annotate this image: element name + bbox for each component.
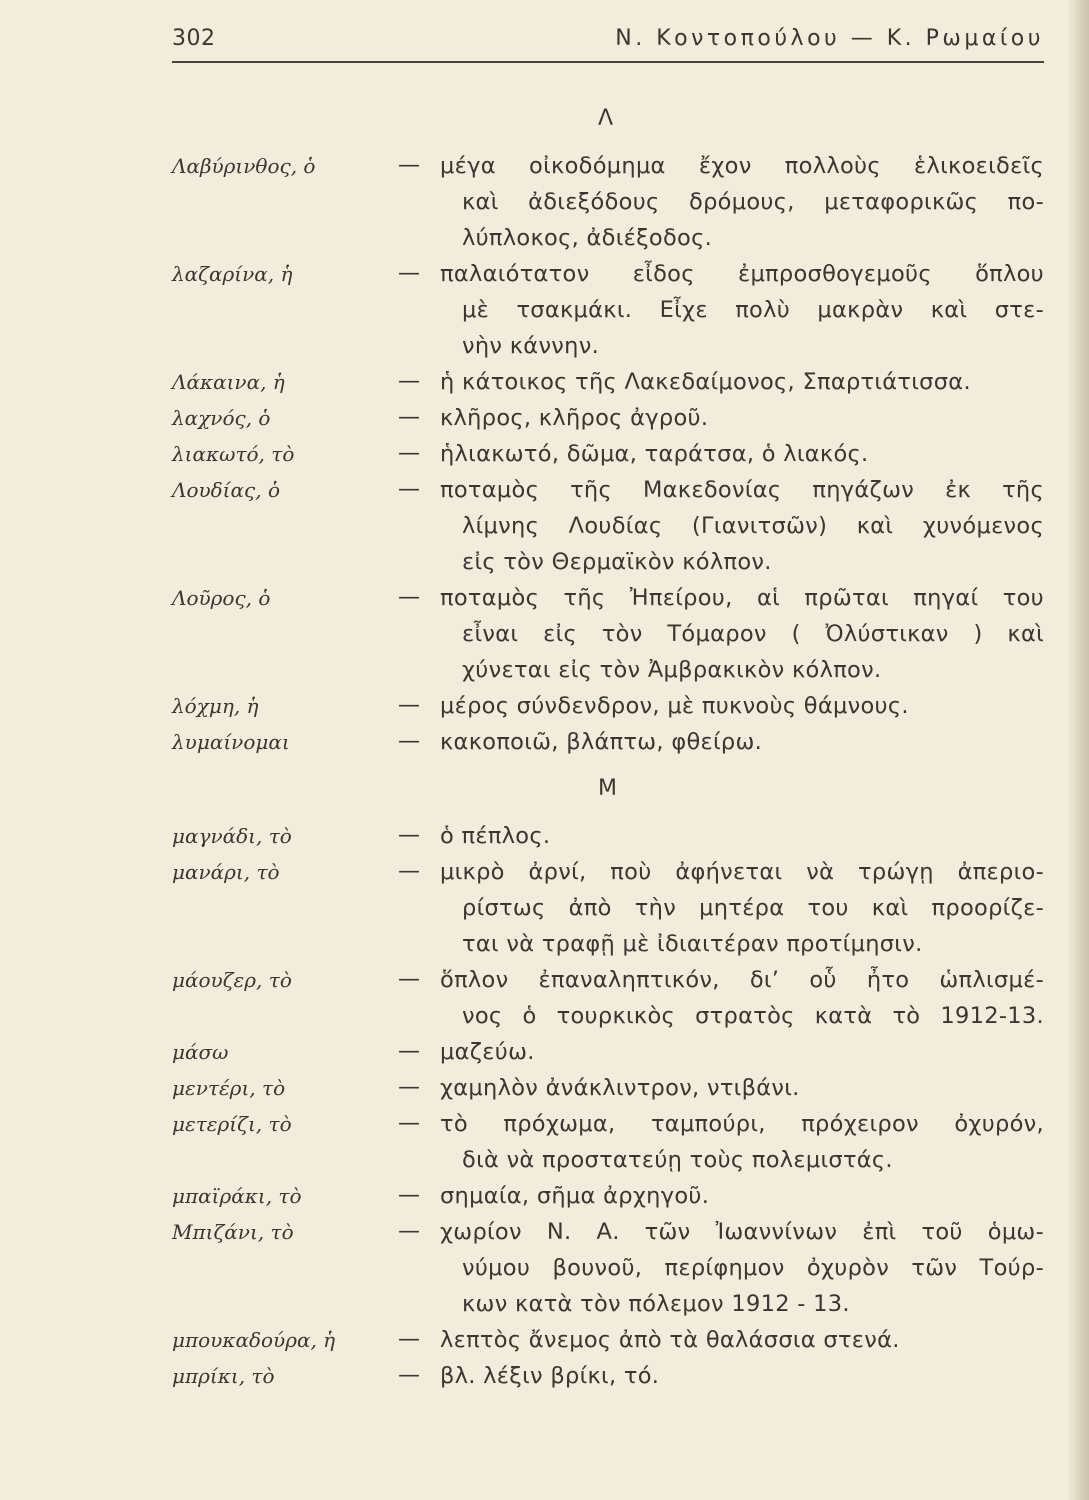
entry-dash: — [398, 369, 420, 394]
entry-definition-line: μὲ τσακμάκι. Εἶχε πολὺ μακρὰν καὶ στε- [462, 297, 1044, 323]
entry-definition-line: χωρίον Ν. Α. τῶν Ἰωαννίνων ἐπὶ τοῦ ὁμω- [440, 1219, 1044, 1245]
entry-definition-line: νύμου βουνοῦ, περίφημον ὀχυρὸν τῶν Τούρ- [462, 1255, 1044, 1281]
entry-definition-line: ρίστως ἀπὸ τὴν μητέρα του καὶ προορίζε- [462, 895, 1044, 921]
entry-definition-line: κων κατὰ τὸν πόλεμον 1912 - 13. [462, 1291, 850, 1317]
entry-definition-line: μέρος σύνδενδρον, μὲ πυκνοὺς θάμνους. [440, 693, 909, 719]
entry-term: Μπιζάνι, τὸ [172, 1220, 294, 1244]
entry-dash: — [398, 1183, 420, 1208]
entry-term: μαγνάδι, τὸ [172, 824, 292, 848]
entry-term: Λουδίας, ὁ [172, 478, 280, 502]
entry-term: λυμαίνομαι [172, 730, 290, 754]
entry-definition-line: μικρὸ ἀρνί, ποὺ ἀφήνεται νὰ τρώγῃ ἀπεριο- [440, 859, 1044, 885]
entry-term: Λοῦρος, ὁ [172, 586, 271, 610]
entry-definition-line: λίμνης Λουδίας (Γιανιτσῶν) καὶ χυνόμενος [462, 513, 1044, 539]
entry-dash: — [398, 1363, 420, 1388]
page-edge-shadow [1067, 0, 1089, 1500]
entry-dash: — [398, 823, 420, 848]
entry-term: Λαβύρινθος, ὁ [172, 154, 316, 178]
entry-term: μάουζερ, τὸ [172, 968, 292, 992]
entry-definition-line: ποταμὸς τῆς Μακεδονίας πηγάζων ἐκ τῆς [440, 477, 1044, 503]
entry-definition-line: εἶναι εἰς τὸν Τόμαρον ( Ὀλύστικαν ) καὶ [462, 621, 1044, 647]
entry-definition-line: χαμηλὸν ἀνάκλιντρον, ντιβάνι. [440, 1075, 800, 1101]
entry-definition-line: ἡ κάτοικος τῆς Λακεδαίμονος, Σπαρτιάτισσα. [440, 369, 971, 395]
section-letter: Μ [598, 776, 617, 801]
entry-dash: — [398, 261, 420, 286]
entry-dash: — [398, 1075, 420, 1100]
entry-definition-line: παλαιότατον εἶδος ἐμπροσθογεμοῦς ὅπλου [440, 261, 1044, 287]
page-number: 302 [172, 26, 216, 51]
page-header [172, 26, 1044, 58]
entry-dash: — [398, 1219, 420, 1244]
entry-definition-line: τὸ πρόχωμα, ταμπούρι, πρόχειρον ὀχυρόν, [440, 1111, 1044, 1137]
entry-dash: — [398, 859, 420, 884]
entry-term: μεντέρι, τὸ [172, 1076, 286, 1100]
entry-definition-line: λύπλοκος, ἀδιέξοδος. [462, 225, 713, 251]
entry-term: μετερίζι, τὸ [172, 1112, 292, 1136]
entry-dash: — [398, 729, 420, 754]
entry-dash: — [398, 405, 420, 430]
entry-definition-line: ἡλιακωτό, δῶμα, ταράτσα, ὁ λιακός. [440, 441, 869, 467]
entry-definition-line: ὅπλον ἐπαναληπτικόν, δι’ οὗ ἦτο ὡπλισμέ- [440, 967, 1044, 993]
entry-definition-line: νὴν κάννην. [462, 333, 600, 359]
entry-definition-line: βλ. λέξιν βρίκι, τό. [440, 1363, 660, 1389]
entry-term: λιακωτό, τὸ [172, 442, 295, 466]
entry-definition-line: μέγα οἰκοδόμημα ἔχον πολλοὺς ἑλικοειδεῖς [440, 153, 1044, 179]
entry-term: λαχνός, ὁ [172, 406, 271, 430]
entry-definition-line: νος ὁ τουρκικὸς στρατὸς κατὰ τὸ 1912-13. [462, 1003, 1044, 1029]
entry-dash: — [398, 693, 420, 718]
entry-dash: — [398, 585, 420, 610]
entry-dash: — [398, 477, 420, 502]
entry-definition-line: σημαία, σῆμα ἀρχηγοῦ. [440, 1183, 710, 1209]
entry-dash: — [398, 153, 420, 178]
entry-term: μπουκαδούρα, ἡ [172, 1328, 336, 1352]
entry-dash: — [398, 1327, 420, 1352]
entry-dash: — [398, 1039, 420, 1064]
section-letter: Λ [598, 106, 614, 131]
entry-definition-line: κακοποιῶ, βλάπτω, φθείρω. [440, 729, 763, 755]
entry-definition-line: χύνεται εἰς τὸν Ἀμβρακικὸν κόλπον. [462, 657, 882, 683]
entry-dash: — [398, 1111, 420, 1136]
running-title: Ν. Κοντοπούλου — Κ. Ρωμαίου [615, 26, 1044, 51]
entry-term: μπρίκι, τὸ [172, 1364, 275, 1388]
entry-term: Λάκαινα, ἡ [172, 370, 285, 394]
entry-dash: — [398, 967, 420, 992]
entry-definition-line: μαζεύω. [440, 1039, 535, 1065]
entry-definition-line: καὶ ἀδιεξόδους δρόμους, μεταφορικῶς πο- [462, 189, 1044, 215]
entry-term: μπαϊράκι, τὸ [172, 1184, 302, 1208]
entry-definition-line: ται νὰ τραφῇ μὲ ἰδιαιτέραν προτίμησιν. [462, 931, 923, 957]
entry-dash: — [398, 441, 420, 466]
entry-definition-line: κλῆρος, κλῆρος ἀγροῦ. [440, 405, 709, 431]
entry-term: λόχμη, ἡ [172, 694, 259, 718]
entry-term: λαζαρίνα, ἡ [172, 262, 293, 286]
entry-definition-line: εἰς τὸν Θερμαϊκὸν κόλπον. [462, 549, 772, 575]
header-rule [172, 61, 1044, 63]
entry-definition-line: διὰ νὰ προστατεύῃ τοὺς πολεμιστάς. [462, 1147, 893, 1173]
entry-term: μάσω [172, 1040, 229, 1064]
entry-term: μανάρι, τὸ [172, 860, 280, 884]
entry-definition-line: ὁ πέπλος. [440, 823, 551, 849]
entry-definition-line: ποταμὸς τῆς Ἠπείρου, αἱ πρῶται πηγαί του [440, 585, 1044, 611]
entry-definition-line: λεπτὸς ἄνεμος ἀπὸ τὰ θαλάσσια στενά. [440, 1327, 900, 1353]
